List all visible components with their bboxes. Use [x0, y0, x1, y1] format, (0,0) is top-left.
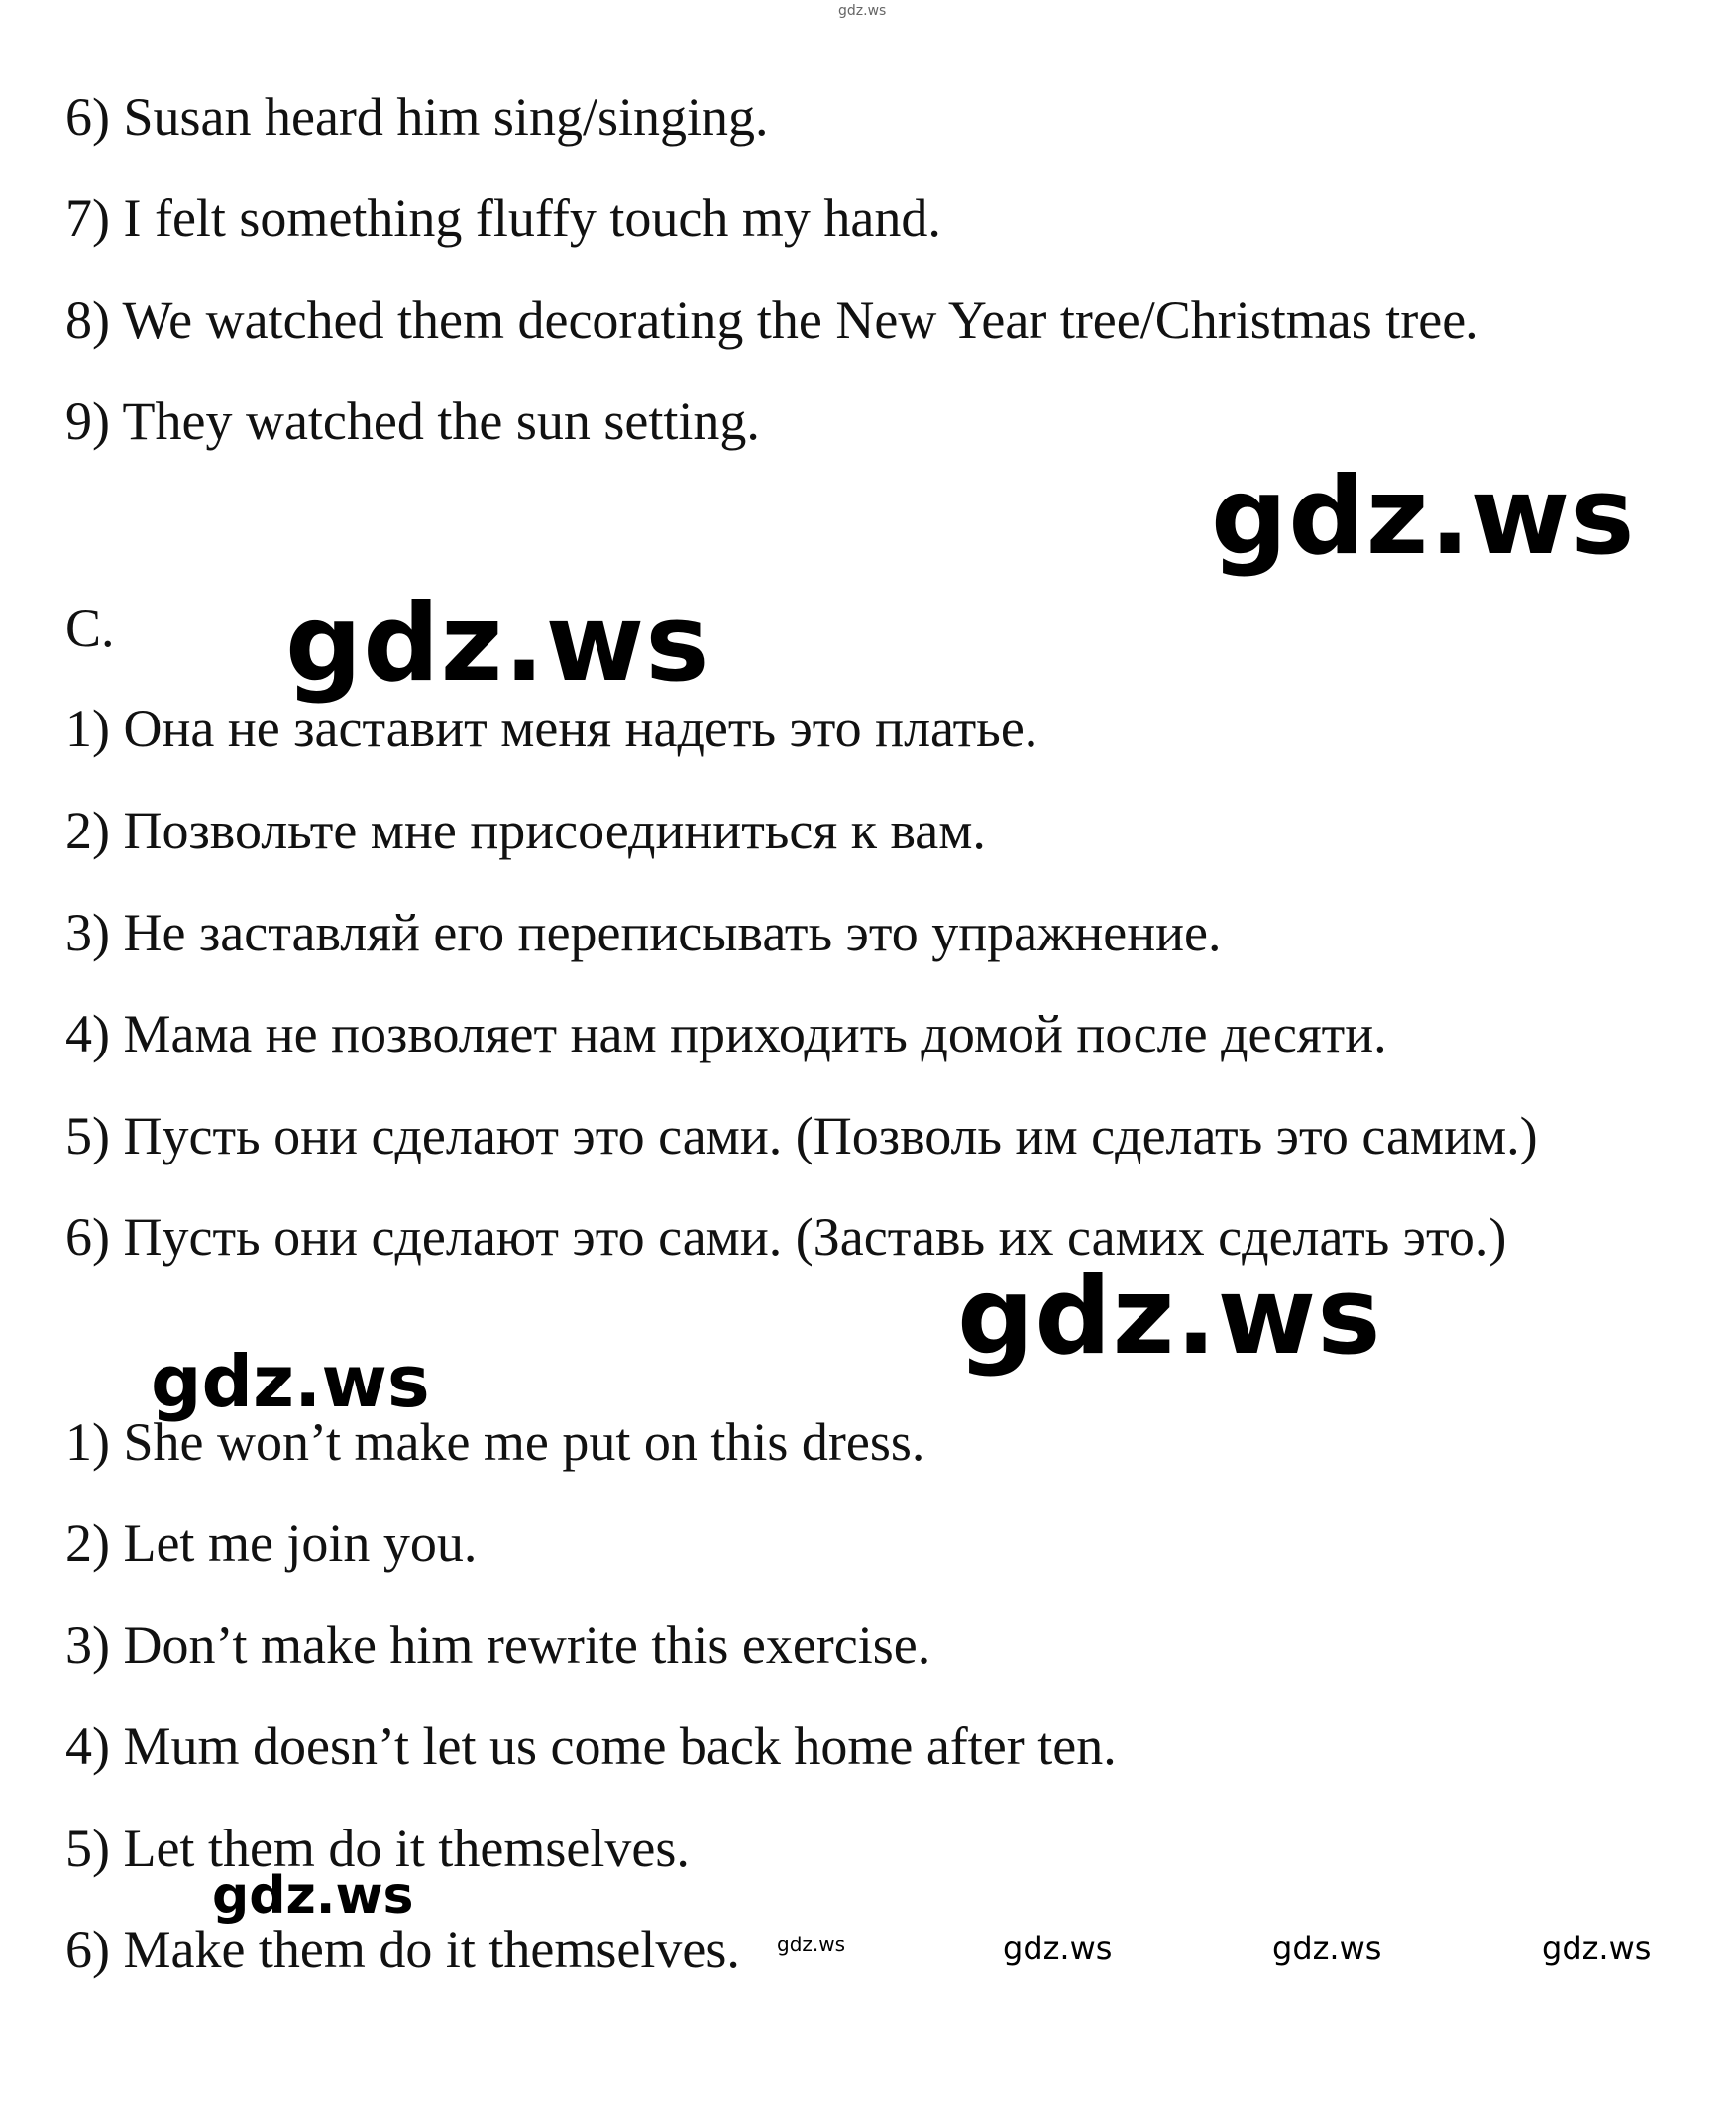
sentence-c-ru-1: 1) Она не заставит меня надеть это платье.: [65, 699, 1038, 758]
sentence-c-ru-5: 5) Пусть они сделают это сами. (Позволь им сделать это самим.): [65, 1106, 1538, 1165]
sentence-b-7: 7) I felt something fluffy touch my hand.: [65, 188, 941, 248]
watermark-medium-2: gdz.ws: [212, 1866, 414, 1926]
watermark-tiny: gdz.ws: [777, 1933, 846, 1956]
watermark-large-1: gdz.ws: [1211, 455, 1636, 579]
sentence-b-8: 8) We watched them decorating the New Year tree/Christmas tree.: [65, 290, 1479, 350]
sentence-c-en-2: 2) Let me join you.: [65, 1513, 478, 1573]
sentence-c-en-1: 1) She won’t make me put on this dress.: [65, 1412, 925, 1472]
sentence-c-ru-4: 4) Мама не позволяет нам приходить домой после десяти.: [65, 1004, 1387, 1063]
sentence-c-ru-6: 6) Пусть они сделают это сами. (Заставь их самих сделать это.): [65, 1207, 1507, 1267]
sentence-c-en-5: 5) Let them do it themselves.: [65, 1819, 690, 1878]
watermark-bottom-1: gdz.ws: [1003, 1930, 1113, 1967]
sentence-c-ru-2: 2) Позвольте мне присоединиться к вам.: [65, 801, 986, 860]
watermark-medium-1: gdz.ws: [151, 1340, 430, 1423]
watermark-large-2: gdz.ws: [285, 582, 710, 706]
sentence-c-ru-3: 3) Не заставляй его переписывать это упражнение.: [65, 903, 1222, 962]
sentence-b-6: 6) Susan heard him sing/singing.: [65, 87, 769, 147]
sentence-c-en-4: 4) Mum doesn’t let us come back home after ten.: [65, 1717, 1117, 1776]
section-c-label: C.: [65, 599, 115, 658]
sentence-b-9: 9) They watched the sun setting.: [65, 391, 760, 451]
sentence-c-en-6: 6) Make them do it themselves.: [65, 1920, 740, 1979]
watermark-bottom-2: gdz.ws: [1272, 1930, 1382, 1967]
watermark-bottom-3: gdz.ws: [1542, 1930, 1652, 1967]
sentence-c-en-3: 3) Don’t make him rewrite this exercise.: [65, 1615, 931, 1675]
watermark-top: gdz.ws: [838, 3, 887, 19]
watermark-large-3: gdz.ws: [957, 1255, 1382, 1379]
